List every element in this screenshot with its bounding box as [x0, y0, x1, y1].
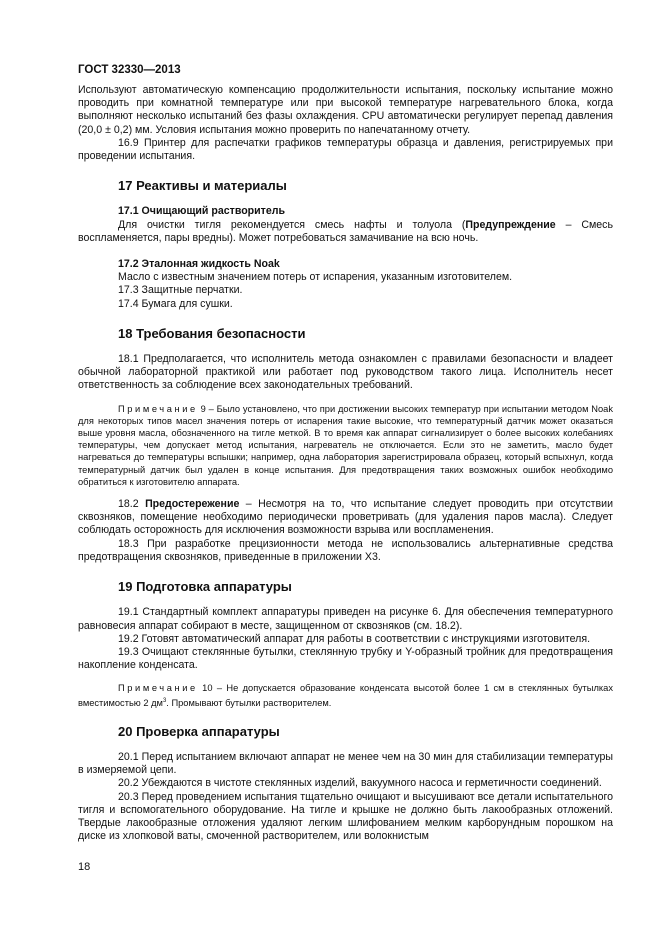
paragraph-19-3: 19.3 Очищают стеклянные бутылки, стеклянную трубку и Y-образный тройник для предотвращения накопление конденсата.: [78, 645, 613, 672]
note-10-text-a: 10 – Не допускается образование конденсата высотой более 1 см в стеклянных бутылках вместимостью 2 дм: [78, 683, 613, 708]
text-18-2: – Несмотря на то, что испытание следует проводить при отсутствии сквозняков, помещение необходимо периодически проветривать (для удаления паров масла). Следует соблюдать осторожность для исключения возможности взрыва или воспламенения.: [78, 498, 613, 537]
paragraph-17-4: 17.4 Бумага для сушки.: [118, 297, 233, 310]
section-18-title: 18 Требования безопасности: [118, 325, 306, 341]
paragraph-17-2: Масло с известным значением потерь от испарения, указанным изготовителем.: [118, 271, 513, 284]
paragraph-19-1: 19.1 Стандартный комплект аппаратуры приведен на рисунке 6. Для обеспечения температурного равновесия аппарат собирают в месте, защищенном от сквозняков (см. 18.2).: [78, 606, 613, 632]
note-9: [78, 403, 613, 488]
page-number: 18: [78, 861, 91, 873]
subsection-17-1-title: 17.1 Очищающий растворитель: [118, 205, 285, 218]
text-17-1-b: – Смесь воспламеняется, пары вредны). Может потребоваться замачивание на всю ночь.: [78, 218, 613, 244]
paragraph-16-9: 16.9 Принтер для распечатки графиков температуры образца и давления, регистрируемых при проведении испытания.: [78, 136, 613, 163]
section-20-title: 20 Проверка аппаратуры: [118, 723, 280, 739]
section-19-title: 19 Подготовка аппаратуры: [118, 579, 292, 595]
note-10: [78, 682, 613, 709]
paragraph-18-2: [78, 498, 613, 538]
caution-label: Предостережение: [145, 498, 240, 511]
paragraph-18-3: 18.3 При разработке прецизионности метода не использовались альтернативные средства предотвращения сквозняков, приведенные в приложении Х3.: [78, 537, 613, 563]
note-9-label: Примечание: [118, 403, 198, 414]
document-header: ГОСТ 32330—2013: [78, 64, 181, 76]
warning-label: Предупреждение: [465, 218, 556, 231]
paragraph-18-1: 18.1 Предполагается, что исполнитель метода ознакомлен с правилами безопасности и владеет обычной лабораторной практикой или работает под руководством такого лица. Исполнитель несет ответственность за соблюдение всех законодательных требований.: [78, 353, 613, 392]
text-17-1-a: Для очистки тигля рекомендуется смесь нафты и толуола (: [118, 218, 466, 231]
paragraph-intro: Используют автоматическую компенсацию продолжительности испытания, поскольку испытание можно проводить при комнатной температуре или при высокой температуре нагревательного блока, когда выполняют несколько испытаний без фазы охлаждения. CPU автоматически регулирует перепад давления (20,0 ± 0,2) мм. Условия испытания можно проверить по напечатанному отчету.: [78, 84, 613, 136]
paragraph-17-1: [78, 219, 613, 245]
note-10-sup: 3: [162, 697, 167, 704]
note-9-text: 9 – Было установлено, что при достижении высоких температур при испытании методом Noak для некоторых типов масел значения потерь от испарения такие высокие, что температурный датчик может оказаться выше уровня масла, обозначенного на тигле меткой. В то время как аппарат сигнализирует о более высоких колебаниях температуры, чем допускает метод испытания, нагреватель не отключается. Если это не заметить, масло будет нагреваться до температуры вспышки; например, одна лаборатория зарегистрировала образец, который вспыхнул, когда температурный датчик был удален в конце испытания. Для предотвращения таких возможных ошибок необходимо обратиться к изготовителю аппарата.: [78, 403, 613, 487]
note-10-label: Примечание: [118, 683, 198, 694]
subsection-17-2-title: 17.2 Эталонная жидкость Noak: [118, 258, 280, 271]
paragraph-19-2: 19.2 Готовят автоматический аппарат для работы в соответствии с инструкциями изготовителя.: [118, 632, 591, 645]
paragraph-17-3: 17.3 Защитные перчатки.: [118, 284, 243, 297]
paragraph-20-1: 20.1 Перед испытанием включают аппарат не менее чем на 30 мин для стабилизации температуры в измеряемой цепи.: [78, 751, 613, 777]
paragraph-20-2: 20.2 Убеждаются в чистоте стеклянных изделий, вакуумного насоса и герметичности соединений.: [118, 777, 602, 790]
section-17-title: 17 Реактивы и материалы: [118, 178, 287, 194]
paragraph-20-3: 20.3 Перед проведением испытания тщательно очищают и высушивают все детали испытательного тигля и вспомогательного оборудование. На тигле и крышке не должно быть лакообразных отложений. Твердые лакообразные отложения удаляют легким шлифованием мелким карборундным порошком на диске из хлопковой ваты, смоченной растворителем, или волокнистым: [78, 790, 613, 843]
note-10-text-b: . Промывают бутылки растворителем.: [166, 697, 332, 708]
page-content: [78, 84, 613, 843]
num-18-2: 18.2: [118, 498, 146, 511]
